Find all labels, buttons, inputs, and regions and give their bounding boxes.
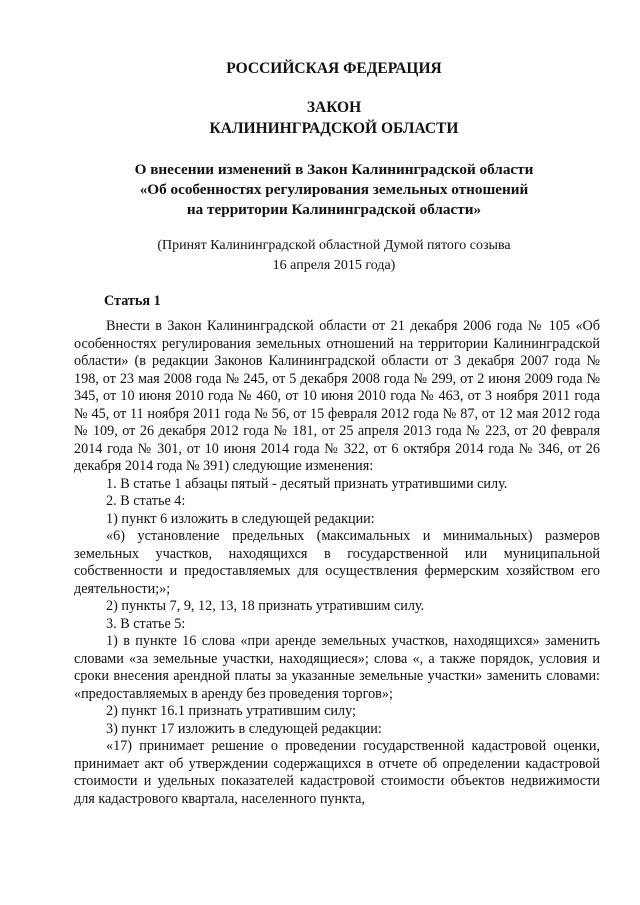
adoption-note [100,236,568,276]
country-heading: РОССИЙСКАЯ ФЕДЕРАЦИЯ [226,60,442,77]
doc-type-heading: ЗАКОН [306,99,362,116]
paragraph: 1) пункт 6 изложить в следующей редакции: [106,510,375,527]
paragraph: 1) в пункте 16 слова «при аренде земельных участков, находящихся» заменить словами «за земельные участки, находящиеся»; слова «, а также порядок, условия и сроки внесения арендной платы за указанные земельные участки» заменить словами: «предоставляемых в аренду без проведения торгов»; [74,633,600,702]
law-title-line: «Об особенностях регулирования земельных отношений [139,181,529,198]
paragraph: 1. В статье 1 абзацы пятый - десятый признать утратившими силу. [106,475,508,492]
paragraph: 2) пункт 16.1 признать утратившим силу; [106,703,356,719]
paragraph: 2) пункты 7, 9, 12, 13, 18 признать утратившим силу. [106,598,425,614]
article-body [74,318,600,808]
law-title-line: О внесении изменений в Закон Калининградской области [134,161,534,178]
paragraph: 3. В статье 5: [106,615,186,632]
paragraph: «6) установление предельных (максимальных и минимальных) размеров земельных участков, находящихся в государственной или муниципальной собственности и предоставляемых для осуществления фермерским хозяйством его деятельности;»; [74,528,600,597]
adoption-note-line: (Принят Калининградской областной Думой пятого созыва [157,238,511,253]
paragraph: 3) пункт 17 изложить в следующей редакции: [106,720,382,737]
article-heading: Статья 1 [104,293,161,309]
paragraph: «17) принимает решение о проведении государственной кадастровой оценки, принимает акт об утверждении содержащихся в отчете об определении кадастровой стоимости и удельных показателей кадастровой стоимости объектов недвижимости для кадастрового квартала, населенного пункта, [74,738,600,807]
law-title [100,160,568,220]
adoption-note-line: 16 апреля 2015 года) [272,258,396,273]
region-heading: КАЛИНИНГРАДСКОЙ ОБЛАСТИ [209,120,459,137]
law-title-line: на территории Калининградской области» [186,201,482,218]
paragraph: Внести в Закон Калининградской области от 21 декабря 2006 года № 105 «Об особенностях регулирования земельных отношений на территории Калининградской области» (в редакции Законов Калининградской области от 3 декабря 2007 года № 198, от 23 мая 2008 года № 245, от 5 декабря 2008 года № 299, от 2 июня 2009 года № 345, от 10 июня 2010 года № 460, от 10 июня 2010 года № 463, от 3 ноября 2011 года № 45, от 11 ноября 2011 года № 56, от 15 февраля 2012 года № 87, от 12 мая 2012 года № 109, от 26 декабря 2012 года № 181, от 25 апреля 2013 года № 223, от 20 февраля 2014 года № 301, от 10 июня 2014 года № 322, от 6 октября 2014 года № 346, от 26 декабря 2014 года № 391) следующие изменения: [74,318,600,474]
paragraph: 2. В статье 4: [106,493,186,509]
